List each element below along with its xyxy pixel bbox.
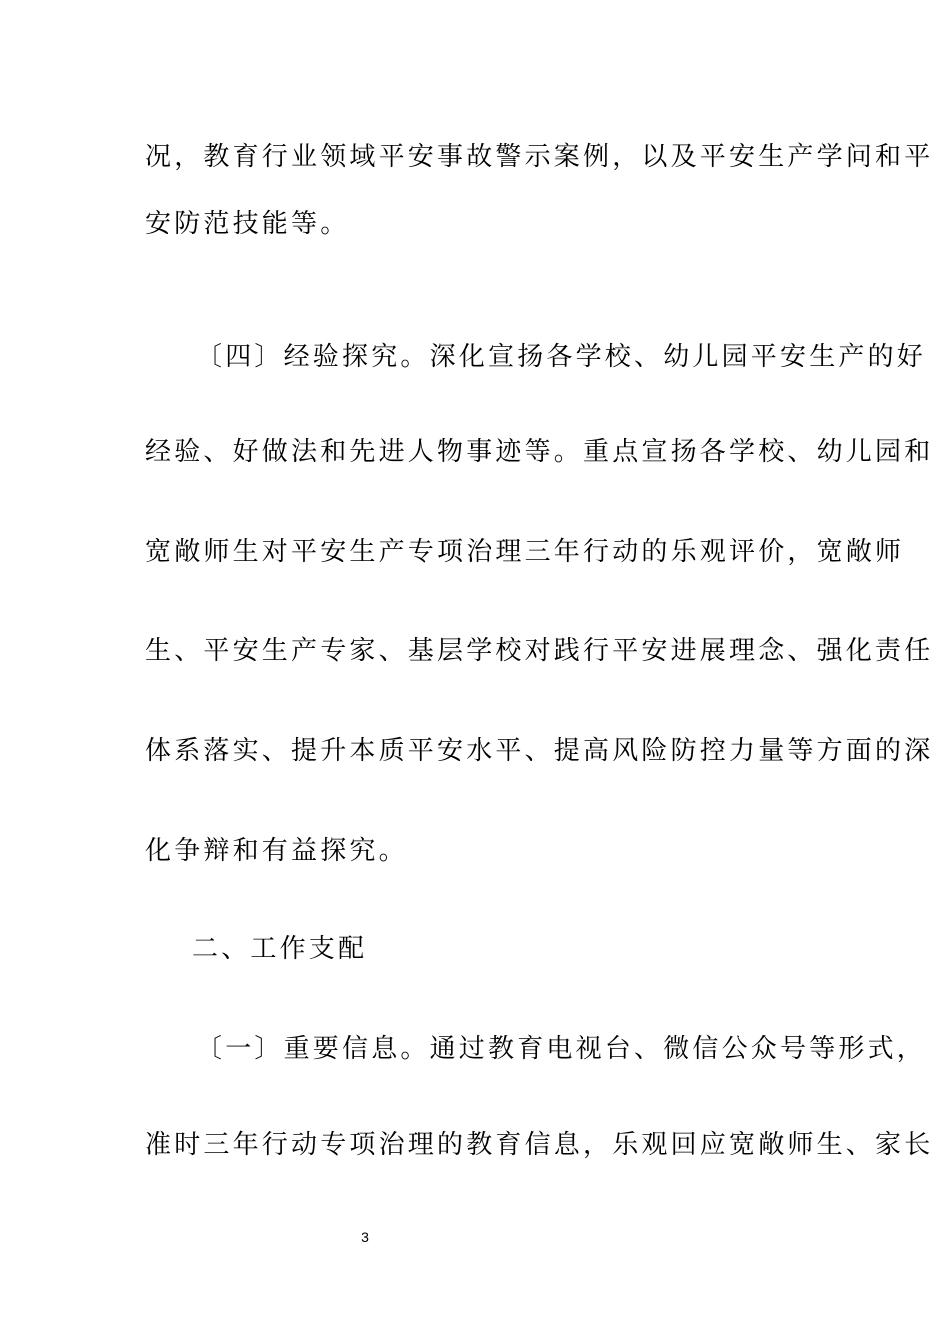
page-number: 3 <box>361 1229 369 1245</box>
body-text-line: 经验、好做法和先进人物事迹等。重点宣扬各学校、幼儿园和 <box>145 437 934 467</box>
body-text-line: 宽敞师生对平安生产专项治理三年行动的乐观评价，宽敞师 <box>145 537 905 567</box>
body-text-line: 体系落实、提升本质平安水平、提高风险防控力量等方面的深 <box>145 736 934 766</box>
section-heading: 二、工作支配 <box>192 934 368 964</box>
section-one-paragraph-start: 〔一〕重要信息。通过教育电视台、微信公众号等形式， <box>196 1034 927 1064</box>
body-text-line: 化争辩和有益探究。 <box>145 836 408 866</box>
body-text-line: 准时三年行动专项治理的教育信息，乐观回应宽敞师生、家长 <box>145 1130 934 1160</box>
body-text-line: 况，教育行业领域平安事故警示案例，以及平安生产学问和平 <box>145 142 934 172</box>
body-text-line: 安防范技能等。 <box>145 209 350 239</box>
section-four-paragraph-start: 〔四〕经验探究。深化宣扬各学校、幼儿园平安生产的好 <box>196 342 927 372</box>
body-text-line: 生、平安生产专家、基层学校对践行平安进展理念、强化责任 <box>145 636 934 666</box>
